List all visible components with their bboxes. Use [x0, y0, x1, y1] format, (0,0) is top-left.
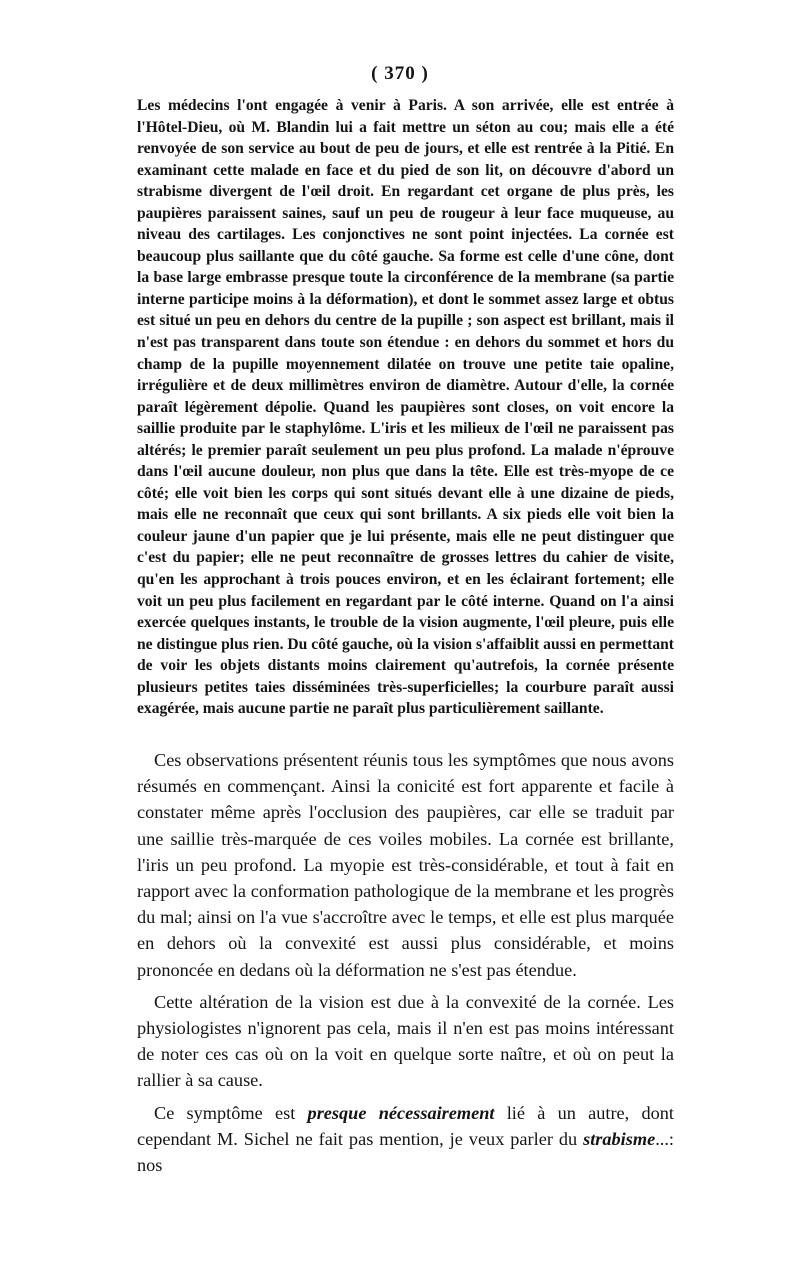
page-number: ( 370 )	[371, 63, 429, 84]
commentary-text	[137, 747, 674, 1178]
paragraph-3-text-a: Ce symptôme est	[154, 1102, 308, 1123]
commentary-paragraph-1: Ces observations présentent réunis tous les symptômes que nous avons résumés en commençant. Ainsi la conicité est fort apparente et facile à constater même après l'occlusion des paupières, car elle se traduit par une saillie très-marquée de ces voiles mobiles. La cornée est brillante, l'iris un peu profond. La myopie est très-considérable, et tout à fait en rapport avec la conformation pathologique de la membrane et les progrès du mal; ainsi on l'a vue s'accroître avec le temps, et elle est plus marquée en dehors où la convexité est aussi plus considérable, et moins prononcée en dedans où la déformation ne s'est pas étendue.	[137, 750, 674, 980]
emphasis-strabisme: strabisme	[583, 1128, 656, 1149]
paragraph-3-text-c: ...: nos	[137, 1128, 674, 1176]
case-observation-text	[137, 95, 674, 720]
paragraph-3-text-b: lié à un autre, dont cependant M. Sichel ne fait pas mention, je veux parler du	[137, 1102, 674, 1149]
case-observation-paragraph: Les médecins l'ont engagée à venir à Paris. A son arrivée, elle est entrée à l'Hôtel-Dieu, où M. Blandin lui a fait mettre un séton au cou; mais elle a été renvoyée de son service au bout de peu de jours, et elle est rentrée à la Pitié. En examinant cette malade en face et du pied de son lit, on découvre d'abord un strabisme divergent de l'œil droit. En regardant cet organe de plus près, les paupières paraissent saines, sauf un peu de rougeur à leur face muqueuse, au niveau des cartilages. Les conjonctives ne sont point injectées. La cornée est beaucoup plus saillante que du côté gauche. Sa forme est celle d'une cône, dont la base large embrasse presque toute la circonférence de la membrane (sa partie interne participe moins à la déformation), et dont le sommet assez large et obtus est situé un peu en dehors du centre de la pupille ; son aspect est brillant, mais il n'est pas transparent dans toute son étendue : en dehors du sommet et hors du champ de la pupille moyennement dilatée on trouve une petite taie opaline, irrégulière et de deux millimètres environ de diamètre. Autour d'elle, la cornée paraît légèrement dépolie. Quand les paupières sont closes, on voit encore la saillie produite par le staphylôme. L'iris et les milieux de l'œil ne paraissent pas altérés; le premier paraît seulement un peu plus profond. La malade n'éprouve dans l'œil aucune douleur, non plus que dans la tête. Elle est très-myope de ce côté; elle voit bien les corps qui sont situés devant elle à une dizaine de pieds, mais elle ne reconnaît que ceux qui sont brillants. A six pieds elle voit bien la couleur jaune d'un papier que je lui présente, mais elle ne peut distinguer que c'est du papier; elle ne peut reconnaître de grosses lettres du cahier de visite, qu'en les approchant à trois pouces environ, et en les éclairant fortement; elle voit un peu plus facilement en regardant par le côté interne. Quand on l'a ainsi exercée quelques instants, le trouble de la vision augmente, l'œil pleure, puis elle ne distingue plus rien. Du côté gauche, où la vision s'affaiblit aussi en permettant de voir les objets distants moins clairement qu'autrefois, la cornée présente plusieurs petites taies disséminées très-superficielles; la courbure paraît aussi exagérée, mais aucune partie ne paraît plus particulièrement saillante.	[137, 97, 674, 718]
commentary-paragraph-2: Cette altération de la vision est due à la convexité de la cornée. Les physiologistes n'ignorent pas cela, mais il n'en est pas moins intéressant de noter ces cas où on la voit en quelque sorte naître, et où on peut la rallier à sa cause.	[137, 991, 674, 1091]
commentary-paragraph-3	[137, 1100, 674, 1179]
emphasis-presque-necessairement: presque nécessairement	[307, 1102, 495, 1123]
